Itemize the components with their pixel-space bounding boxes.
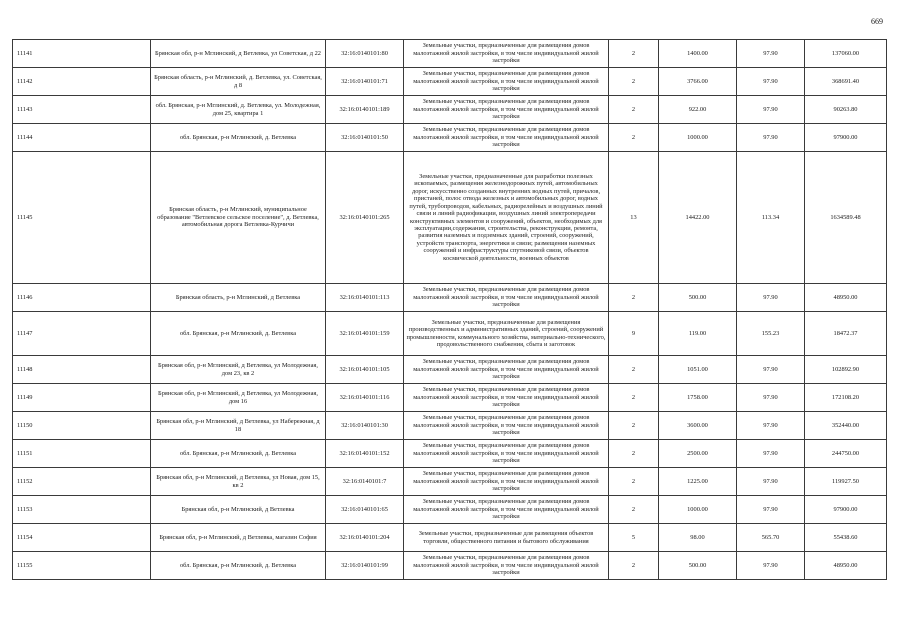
- row-number: 11148: [13, 356, 151, 384]
- row-number: 11152: [13, 468, 151, 496]
- row-number: 11149: [13, 384, 151, 412]
- land-purpose-cell: Земельные участки, предназначенные для разработки полезных ископаемых, размещения железнодорожных путей, автомобильных дорог, искусственно созданных внутренних водных путей, причалов, пристаней, полос отвода железных и автомобильных дорог, водных путей, трубопроводов, кабельных, радиорелейных и воздушных линий связи и линий радиофикации, воздушных линий электропередачи конструктивных элементов и сооружений, объектов, необходимых для эксплуатации,содержания, строительства, реконструкции, ремонта, развития наземных и подземных зданий, строений, сооружений, устройств транспорта, энергетики и связи; размещения наземных сооружений и инфраструктуры спутниковой связи, объектов космической деятельности, военных объектов: [404, 152, 609, 284]
- cadastral-value-cell: 90263.80: [805, 96, 887, 124]
- specific-value-cell: 97.90: [737, 68, 805, 96]
- group-cell: 9: [609, 312, 659, 356]
- table-row: [13, 152, 887, 284]
- cadastral-number-cell: 32:16:0140101:50: [326, 124, 404, 152]
- group-cell: 2: [609, 40, 659, 68]
- cadastral-value-cell: 119927.50: [805, 468, 887, 496]
- specific-value-cell: 97.90: [737, 440, 805, 468]
- cadastral-number-cell: 32:16:0140101:7: [326, 468, 404, 496]
- cadastral-value-cell: 352440.00: [805, 412, 887, 440]
- cadastral-number-cell: 32:16:0140101:113: [326, 284, 404, 312]
- cadastral-number-cell: 32:16:0140101:116: [326, 384, 404, 412]
- address-cell: обл. Брянская, р-н Мглинский, д. Ветлевка: [151, 312, 326, 356]
- address-cell: Брянская область, р-н Мглинский, д Ветлевка: [151, 284, 326, 312]
- row-number: 11153: [13, 496, 151, 524]
- group-cell: 2: [609, 440, 659, 468]
- area-cell: 1758.00: [659, 384, 737, 412]
- area-cell: 1000.00: [659, 124, 737, 152]
- cadastral-number-cell: 32:16:0140101:265: [326, 152, 404, 284]
- land-purpose-cell: Земельные участки, предназначенные для размещения домов малоэтажной жилой застройки, в том числе индивидуальной жилой застройки: [404, 412, 609, 440]
- specific-value-cell: 113.34: [737, 152, 805, 284]
- cadastral-value-cell: 18472.37: [805, 312, 887, 356]
- address-cell: Брянская обл, р-н Мглинский, д Ветлевка, ул Советская, д 22: [151, 40, 326, 68]
- row-number: 11146: [13, 284, 151, 312]
- specific-value-cell: 97.90: [737, 496, 805, 524]
- land-purpose-cell: Земельные участки, предназначенные для размещения объектов торговли, общественного питания и бытового обслуживания: [404, 524, 609, 552]
- address-cell: Брянская обл, р-н Мглинский, д Ветлевка, ул Новая, дом 15, кв 2: [151, 468, 326, 496]
- group-cell: 2: [609, 412, 659, 440]
- cadastral-number-cell: 32:16:0140101:71: [326, 68, 404, 96]
- specific-value-cell: 155.23: [737, 312, 805, 356]
- specific-value-cell: 97.90: [737, 412, 805, 440]
- cadastral-number-cell: 32:16:0140101:159: [326, 312, 404, 356]
- specific-value-cell: 97.90: [737, 384, 805, 412]
- cadastral-value-cell: 102892.90: [805, 356, 887, 384]
- table-row: [13, 412, 887, 440]
- area-cell: 500.00: [659, 284, 737, 312]
- specific-value-cell: 97.90: [737, 40, 805, 68]
- address-cell: обл. Брянская, р-н Мглинский, д. Ветлевка: [151, 440, 326, 468]
- table-body: [13, 40, 887, 580]
- table-row: [13, 356, 887, 384]
- table-row: [13, 96, 887, 124]
- area-cell: 98.00: [659, 524, 737, 552]
- row-number: 11151: [13, 440, 151, 468]
- cadastral-value-table: [12, 39, 887, 580]
- area-cell: 1225.00: [659, 468, 737, 496]
- specific-value-cell: 97.90: [737, 356, 805, 384]
- cadastral-number-cell: 32:16:0140101:99: [326, 552, 404, 580]
- cadastral-value-cell: 55438.60: [805, 524, 887, 552]
- row-number: 11141: [13, 40, 151, 68]
- group-cell: 2: [609, 96, 659, 124]
- table-row: [13, 496, 887, 524]
- specific-value-cell: 97.90: [737, 124, 805, 152]
- group-cell: 2: [609, 468, 659, 496]
- group-cell: 2: [609, 384, 659, 412]
- cadastral-value-cell: 244750.00: [805, 440, 887, 468]
- area-cell: 2500.00: [659, 440, 737, 468]
- table-row: [13, 440, 887, 468]
- group-cell: 13: [609, 152, 659, 284]
- cadastral-value-cell: 97900.00: [805, 496, 887, 524]
- cadastral-value-cell: 1634589.48: [805, 152, 887, 284]
- page-number: 669: [871, 17, 883, 26]
- specific-value-cell: 565.70: [737, 524, 805, 552]
- land-purpose-cell: Земельные участки, предназначенные для размещения домов малоэтажной жилой застройки, в том числе индивидуальной жилой застройки: [404, 384, 609, 412]
- cadastral-number-cell: 32:16:0140101:80: [326, 40, 404, 68]
- table-row: [13, 124, 887, 152]
- area-cell: 1051.00: [659, 356, 737, 384]
- table-row: [13, 68, 887, 96]
- land-purpose-cell: Земельные участки, предназначенные для размещения домов малоэтажной жилой застройки, в том числе индивидуальной жилой застройки: [404, 40, 609, 68]
- area-cell: 3600.00: [659, 412, 737, 440]
- cadastral-number-cell: 32:16:0140101:105: [326, 356, 404, 384]
- land-purpose-cell: Земельные участки, предназначенные для размещения домов малоэтажной жилой застройки, в том числе индивидуальной жилой застройки: [404, 284, 609, 312]
- land-purpose-cell: Земельные участки, предназначенные для размещения домов малоэтажной жилой застройки, в том числе индивидуальной жилой застройки: [404, 356, 609, 384]
- specific-value-cell: 97.90: [737, 552, 805, 580]
- address-cell: Брянская обл, р-н Мглинский, д Ветлевка, ул Набережная, д 18: [151, 412, 326, 440]
- row-number: 11154: [13, 524, 151, 552]
- table-row: [13, 524, 887, 552]
- specific-value-cell: 97.90: [737, 468, 805, 496]
- cadastral-number-cell: 32:16:0140101:189: [326, 96, 404, 124]
- cadastral-value-cell: 97900.00: [805, 124, 887, 152]
- land-purpose-cell: Земельные участки, предназначенные для размещения домов малоэтажной жилой застройки, в том числе индивидуальной жилой застройки: [404, 468, 609, 496]
- cadastral-value-cell: 48950.00: [805, 552, 887, 580]
- table-row: [13, 552, 887, 580]
- cadastral-number-cell: 32:16:0140101:204: [326, 524, 404, 552]
- area-cell: 1000.00: [659, 496, 737, 524]
- row-number: 11155: [13, 552, 151, 580]
- area-cell: 14422.00: [659, 152, 737, 284]
- address-cell: Брянская область, р-н Мглинский, муниципальное образование "Ветлевское сельское поселение", д. Ветлевка, автомобильная дорога Ветлевка-Курчичи: [151, 152, 326, 284]
- row-number: 11144: [13, 124, 151, 152]
- group-cell: 2: [609, 356, 659, 384]
- address-cell: обл. Брянская, р-н Мглинский, д. Ветлевка: [151, 124, 326, 152]
- row-number: 11142: [13, 68, 151, 96]
- cadastral-value-cell: 368691.40: [805, 68, 887, 96]
- area-cell: 1400.00: [659, 40, 737, 68]
- land-purpose-cell: Земельные участки, предназначенные для размещения домов малоэтажной жилой застройки, в том числе индивидуальной жилой застройки: [404, 96, 609, 124]
- land-purpose-cell: Земельные участки, предназначенные для размещения домов малоэтажной жилой застройки, в том числе индивидуальной жилой застройки: [404, 68, 609, 96]
- specific-value-cell: 97.90: [737, 284, 805, 312]
- cadastral-value-cell: 137060.00: [805, 40, 887, 68]
- cadastral-value-cell: 48950.00: [805, 284, 887, 312]
- area-cell: 500.00: [659, 552, 737, 580]
- cadastral-number-cell: 32:16:0140101:152: [326, 440, 404, 468]
- land-purpose-cell: Земельные участки, предназначенные для размещения домов малоэтажной жилой застройки, в том числе индивидуальной жилой застройки: [404, 496, 609, 524]
- row-number: 11147: [13, 312, 151, 356]
- address-cell: обл. Брянская, р-н Мглинский, д. Ветлевка: [151, 552, 326, 580]
- row-number: 11143: [13, 96, 151, 124]
- area-cell: 922.00: [659, 96, 737, 124]
- area-cell: 3766.00: [659, 68, 737, 96]
- row-number: 11150: [13, 412, 151, 440]
- table-row: [13, 312, 887, 356]
- group-cell: 5: [609, 524, 659, 552]
- group-cell: 2: [609, 552, 659, 580]
- row-number: 11145: [13, 152, 151, 284]
- group-cell: 2: [609, 124, 659, 152]
- cadastral-number-cell: 32:16:0140101:30: [326, 412, 404, 440]
- land-purpose-cell: Земельные участки, предназначенные для размещения домов малоэтажной жилой застройки, в том числе индивидуальной жилой застройки: [404, 440, 609, 468]
- land-purpose-cell: Земельные участки, предназначенные для размещения производственных и административных зданий, строений, сооружений промышленности, коммунального хозяйства, материально-технического, продовольственного снабжения, сбыта и заготовок: [404, 312, 609, 356]
- address-cell: Брянская обл, р-н Мглинский, д Ветлевка, магазин София: [151, 524, 326, 552]
- group-cell: 2: [609, 284, 659, 312]
- land-purpose-cell: Земельные участки, предназначенные для размещения домов малоэтажной жилой застройки, в том числе индивидуальной жилой застройки: [404, 552, 609, 580]
- address-cell: Брянская область, р-н Мглинский, д. Ветлевка, ул. Советская, д 8: [151, 68, 326, 96]
- table-row: [13, 468, 887, 496]
- address-cell: Брянская обл, р-н Мглинский, д Ветлевка: [151, 496, 326, 524]
- cadastral-value-cell: 172108.20: [805, 384, 887, 412]
- address-cell: Брянская обл, р-н Мглинский, д Ветлевка, ул Молодежная, дом 16: [151, 384, 326, 412]
- land-purpose-cell: Земельные участки, предназначенные для размещения домов малоэтажной жилой застройки, в том числе индивидуальной жилой застройки: [404, 124, 609, 152]
- table-row: [13, 40, 887, 68]
- specific-value-cell: 97.90: [737, 96, 805, 124]
- address-cell: обл. Брянская, р-н Мглинский, д. Ветлевка, ул. Молодежная, дом 25, квартира 1: [151, 96, 326, 124]
- address-cell: Брянская обл, р-н Мглинский, д Ветлевка, ул Молодежная, дом 23, кв 2: [151, 356, 326, 384]
- cadastral-number-cell: 32:16:0140101:65: [326, 496, 404, 524]
- area-cell: 119.00: [659, 312, 737, 356]
- group-cell: 2: [609, 68, 659, 96]
- table-row: [13, 384, 887, 412]
- table-row: [13, 284, 887, 312]
- group-cell: 2: [609, 496, 659, 524]
